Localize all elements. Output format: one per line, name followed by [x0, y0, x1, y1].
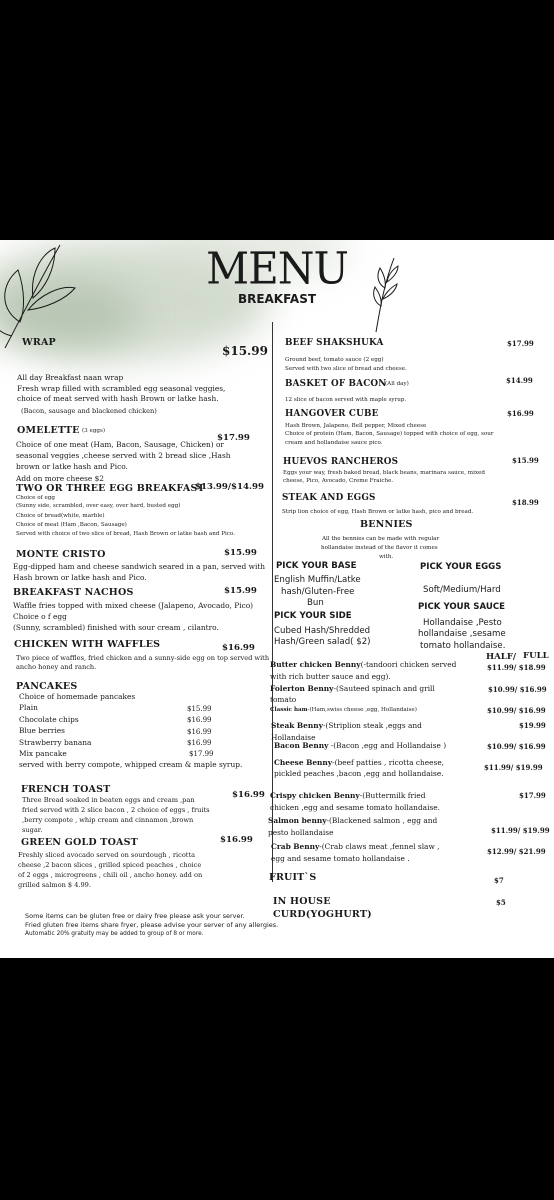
- item-desc: (Sunny, scrambled) finished with sour cream , cilantro.: [13, 623, 219, 632]
- section-title: BENNIES: [360, 519, 413, 530]
- item-desc: Strip lion choice of egg, Hash Brown or latke hash, pico and bread.: [282, 509, 474, 515]
- item-price: $15.99: [224, 586, 257, 596]
- item-desc: Two piece of waffles, fried chicken and a sunny-side egg on top served with: [16, 654, 270, 662]
- item-desc: Choice of protein (Ham, Bacon, Sausage) topped with choice of egg, sour: [285, 431, 494, 437]
- item-desc: cheese ,2 bacon slices , grilled spiced peaches , choice: [18, 861, 202, 869]
- benny-price: $11.99/ $18.99: [487, 663, 546, 672]
- benny-desc-2: pickled peaches ,bacon ,egg and hollandaise.: [274, 769, 444, 778]
- item-price: $16.99: [222, 643, 255, 653]
- item-desc: fried served with 2 slice bacon , 2 choice of eggs , fruits: [22, 806, 210, 814]
- benny-name: Steak Benny: [271, 721, 323, 730]
- item-desc: Freshly sliced avocado served on sourdough , ricotta: [18, 851, 196, 859]
- pancake-price: $16.99: [187, 739, 212, 747]
- item-desc: Hash Brown, Jalapeno, Bell pepper, Mixed cheese: [285, 423, 427, 429]
- item-desc: Served with choice of two slice of bread, Hash Brown or latke hash and Pico.: [16, 531, 235, 537]
- benny-desc: -(Blackened salmon , egg and: [326, 816, 438, 825]
- pancake-price: $16.99: [187, 716, 212, 724]
- benny-name: Crab Benny: [271, 842, 320, 851]
- benny-price: $11.99/ $19.99: [484, 763, 543, 772]
- benny-desc-2: chicken ,egg and sesame tomato hollandaise.: [270, 803, 440, 812]
- benny-line: [268, 816, 437, 826]
- option-text: English Muffin/Latke: [274, 575, 361, 585]
- footer-line: Automatic 20% gratuity may be added to group of 8 or more.: [25, 931, 204, 937]
- option-title: PICK YOUR SAUCE: [418, 602, 505, 612]
- item-price: $5: [496, 898, 506, 907]
- benny-line: [270, 791, 425, 801]
- benny-desc: -(Ham,swiss cheese ,egg, Hollandaise): [307, 707, 417, 713]
- benny-line: [271, 721, 422, 731]
- pancake-name: Strawberry banana: [19, 738, 92, 747]
- benny-price: $17.99: [519, 791, 546, 800]
- benny-desc-2: pesto hollandaise: [268, 828, 334, 837]
- pancake-price: $15.99: [187, 705, 212, 713]
- item-desc: Egg-dipped ham and cheese sandwich seared in a pan, served with: [13, 562, 266, 571]
- option-title: PICK YOUR SIDE: [274, 611, 352, 621]
- benny-desc-2: Hollandaise: [271, 733, 316, 742]
- benny-price: $19.99: [519, 721, 546, 730]
- item-price: $18.99: [512, 498, 539, 507]
- item-desc: cream and hollandaise sauce pico.: [285, 440, 383, 446]
- item-desc: Choice of egg: [16, 495, 55, 501]
- item-desc: Choice of bread(white, marble): [16, 513, 105, 519]
- option-text: Cubed Hash/Shredded: [274, 626, 371, 636]
- benny-name: Salmon benny: [268, 816, 327, 825]
- menu-title: MENU: [206, 242, 348, 295]
- item-title: BREAKFAST NACHOS: [13, 587, 134, 598]
- benny-desc: (-tandoori chicken served: [360, 660, 457, 669]
- item-desc: grilled salmon $ 4.99.: [18, 881, 91, 889]
- item-desc: of 2 eggs , microgreens , chili oil , ancho honey. add on: [18, 871, 203, 879]
- benny-line: [270, 706, 417, 714]
- benny-line: [270, 660, 456, 670]
- item-desc: ancho honey and ranch.: [16, 663, 97, 671]
- item-title: BASKET OF BACON: [285, 379, 387, 389]
- footer-line: Fried gluten free items share fryer, please advise your server of any allergies.: [25, 921, 279, 929]
- item-price: $15.99: [224, 548, 257, 558]
- footer-line: Some items can be gluten free or dairy free please ask your server.: [25, 912, 245, 920]
- benny-desc: -(beef patties , ricotta cheese,: [332, 758, 445, 767]
- item-price: $15.99: [512, 456, 539, 465]
- item-price: $16.99: [220, 835, 253, 845]
- item-desc: Choice of meat (Ham ,Bacon, Sausage): [16, 522, 127, 528]
- benny-price: $10.99/ $16.99: [487, 742, 546, 751]
- item-price: $14.99: [506, 376, 533, 385]
- benny-desc: -(Striplion steak ,eggs and: [322, 721, 422, 730]
- benny-name: Butter chicken Benny: [270, 660, 361, 669]
- option-text: hash/Gluten-Free: [281, 587, 355, 597]
- item-desc: Choice of one meat (Ham, Bacon, Sausage, Chicken) or: [16, 440, 224, 449]
- item-desc: (Bacon, sausage and blackened chicken): [21, 407, 157, 415]
- benny-desc-2: egg and sesame tomato hollandaise .: [271, 854, 410, 863]
- benny-name: Folerton Benny: [270, 684, 334, 693]
- benny-line: [274, 758, 444, 768]
- benny-line: [271, 842, 440, 852]
- item-title: PANCAKES: [16, 681, 78, 692]
- section-desc: with.: [379, 554, 394, 560]
- item-title: MONTE CRISTO: [16, 549, 106, 560]
- benny-desc: -(Buttermilk fried: [359, 791, 426, 800]
- item-price: $7: [494, 876, 504, 885]
- item-price: $13.99/$14.99: [195, 482, 264, 492]
- item-title: CHICKEN WITH WAFFLES: [14, 639, 161, 650]
- item-desc: Served with two slice of bread and cheese.: [285, 366, 407, 372]
- pancake-name: Chocolate chips: [19, 715, 79, 724]
- item-note: (All day): [385, 381, 409, 387]
- item-title: TWO OR THREE EGG BREAKFAST: [16, 483, 205, 494]
- item-desc: brown or latke hash and Pico.: [16, 462, 128, 471]
- benny-name: Crispy chicken Benny: [270, 791, 360, 800]
- option-text: tomato hollandaise.: [420, 641, 506, 651]
- item-desc: Add on more cheese $2: [16, 474, 104, 483]
- option-title: PICK YOUR EGGS: [420, 562, 502, 572]
- item-desc: Choice of homemade pancakes: [19, 692, 136, 701]
- pancake-name: Blue berries: [19, 726, 65, 735]
- item-title: IN HOUSE: [273, 896, 331, 907]
- benny-desc: -(Crab claws meat ,fennel slaw ,: [319, 842, 440, 851]
- item-desc: cheese, Pico, Avocado, Creme Fraiche.: [283, 478, 394, 484]
- benny-desc-2: tomato: [270, 695, 297, 704]
- item-desc: Choice o f egg: [13, 612, 67, 621]
- option-text: Hollandaise ,Pesto: [423, 618, 502, 628]
- item-desc: All day Breakfast naan wrap: [17, 373, 124, 382]
- item-desc: served with berry compote, whipped cream & maple syrup.: [19, 760, 243, 769]
- item-desc: Hash brown or latke hash and Pico.: [13, 573, 147, 582]
- option-title: PICK YOUR BASE: [276, 561, 357, 571]
- menu-subtitle: BREAKFAST: [237, 292, 317, 306]
- item-title: FRENCH TOAST: [21, 784, 111, 795]
- item-price: $17.99: [217, 433, 250, 443]
- item-price: $15.99: [222, 344, 268, 358]
- item-desc: ,berry compote , whip cream and cinnamon ,brown: [22, 816, 194, 824]
- item-title: HANGOVER CUBE: [285, 409, 379, 419]
- item-note: (3 eggs): [82, 428, 106, 434]
- option-text: Bun: [307, 598, 324, 608]
- benny-desc: -(Bacon ,egg and Hollandaise ): [328, 741, 447, 750]
- item-desc: (Sunny side, scrambled, over easy, over hard, busted egg): [16, 503, 181, 509]
- item-desc: Three Bread soaked in beaten eggs and cream ,pan: [22, 796, 195, 804]
- item-desc: Fresh wrap filled with scrambled egg seasonal veggies,: [17, 384, 226, 393]
- benny-name: Cheese Benny: [274, 758, 333, 767]
- item-title: STEAK AND EGGS: [282, 493, 376, 503]
- item-desc: Ground beef, tomato sauce (2 egg): [285, 357, 384, 363]
- item-title: FRUIT`S: [269, 872, 317, 883]
- item-title: BEEF SHAKSHUKA: [285, 338, 384, 348]
- item-price: $16.99: [507, 409, 534, 418]
- item-desc: Eggs your way, fresh baked bread, black beans, marinara sauce, mixed: [283, 470, 485, 476]
- item-price: $16.99: [232, 790, 265, 800]
- half-header: HALF/: [486, 652, 517, 662]
- benny-name: Classic ham: [270, 707, 308, 713]
- benny-line: [270, 684, 435, 694]
- option-text: Soft/Medium/Hard: [423, 585, 501, 595]
- item-desc: choice of meat served with hash Brown or latke hash.: [17, 394, 219, 403]
- benny-desc-2: with rich butter sauce and egg).: [270, 672, 391, 681]
- benny-name: Bacon Benny: [274, 741, 329, 750]
- item-price: $17.99: [507, 339, 534, 348]
- item-title: OMELETTE: [17, 425, 80, 436]
- item-title: WRAP: [22, 337, 56, 348]
- option-text: Hash/Green salad( $2): [274, 637, 371, 647]
- benny-line: [274, 741, 446, 751]
- pancake-price: $16.99: [187, 728, 212, 736]
- benny-desc: -(Sauteed spinach and grill: [333, 684, 435, 693]
- section-desc: hollandaise instead of the flavor it comes: [321, 545, 438, 551]
- item-desc: sugar.: [22, 826, 43, 834]
- section-desc: All the bennies can be made with regular: [322, 536, 440, 542]
- item-title: CURD(YOGHURT): [273, 909, 372, 920]
- pancake-price: $17.99: [189, 750, 214, 758]
- item-desc: seasonal veggies ,cheese served with 2 bread slice ,Hash: [16, 451, 231, 460]
- item-title: GREEN GOLD TOAST: [21, 837, 138, 848]
- pancake-name: Mix pancake: [19, 749, 67, 758]
- option-text: hollandaise ,sesame: [418, 629, 506, 639]
- benny-price: $10.99/ $16.99: [487, 706, 546, 715]
- item-desc: Waffle fries topped with mixed cheese (Jalapeno, Avocado, Pico): [13, 601, 254, 610]
- benny-price: $12.99/ $21.99: [487, 847, 546, 856]
- pancake-name: Plain: [19, 703, 38, 712]
- benny-price: $11.99/ $19.99: [491, 826, 550, 835]
- full-header: FULL: [523, 651, 549, 661]
- item-desc: 12 slice of bacon served with maple syrup.: [285, 397, 407, 403]
- menu-sheet: [0, 240, 554, 958]
- benny-price: $10.99/ $16.99: [488, 685, 547, 694]
- item-title: HUEVOS RANCHEROS: [283, 457, 399, 467]
